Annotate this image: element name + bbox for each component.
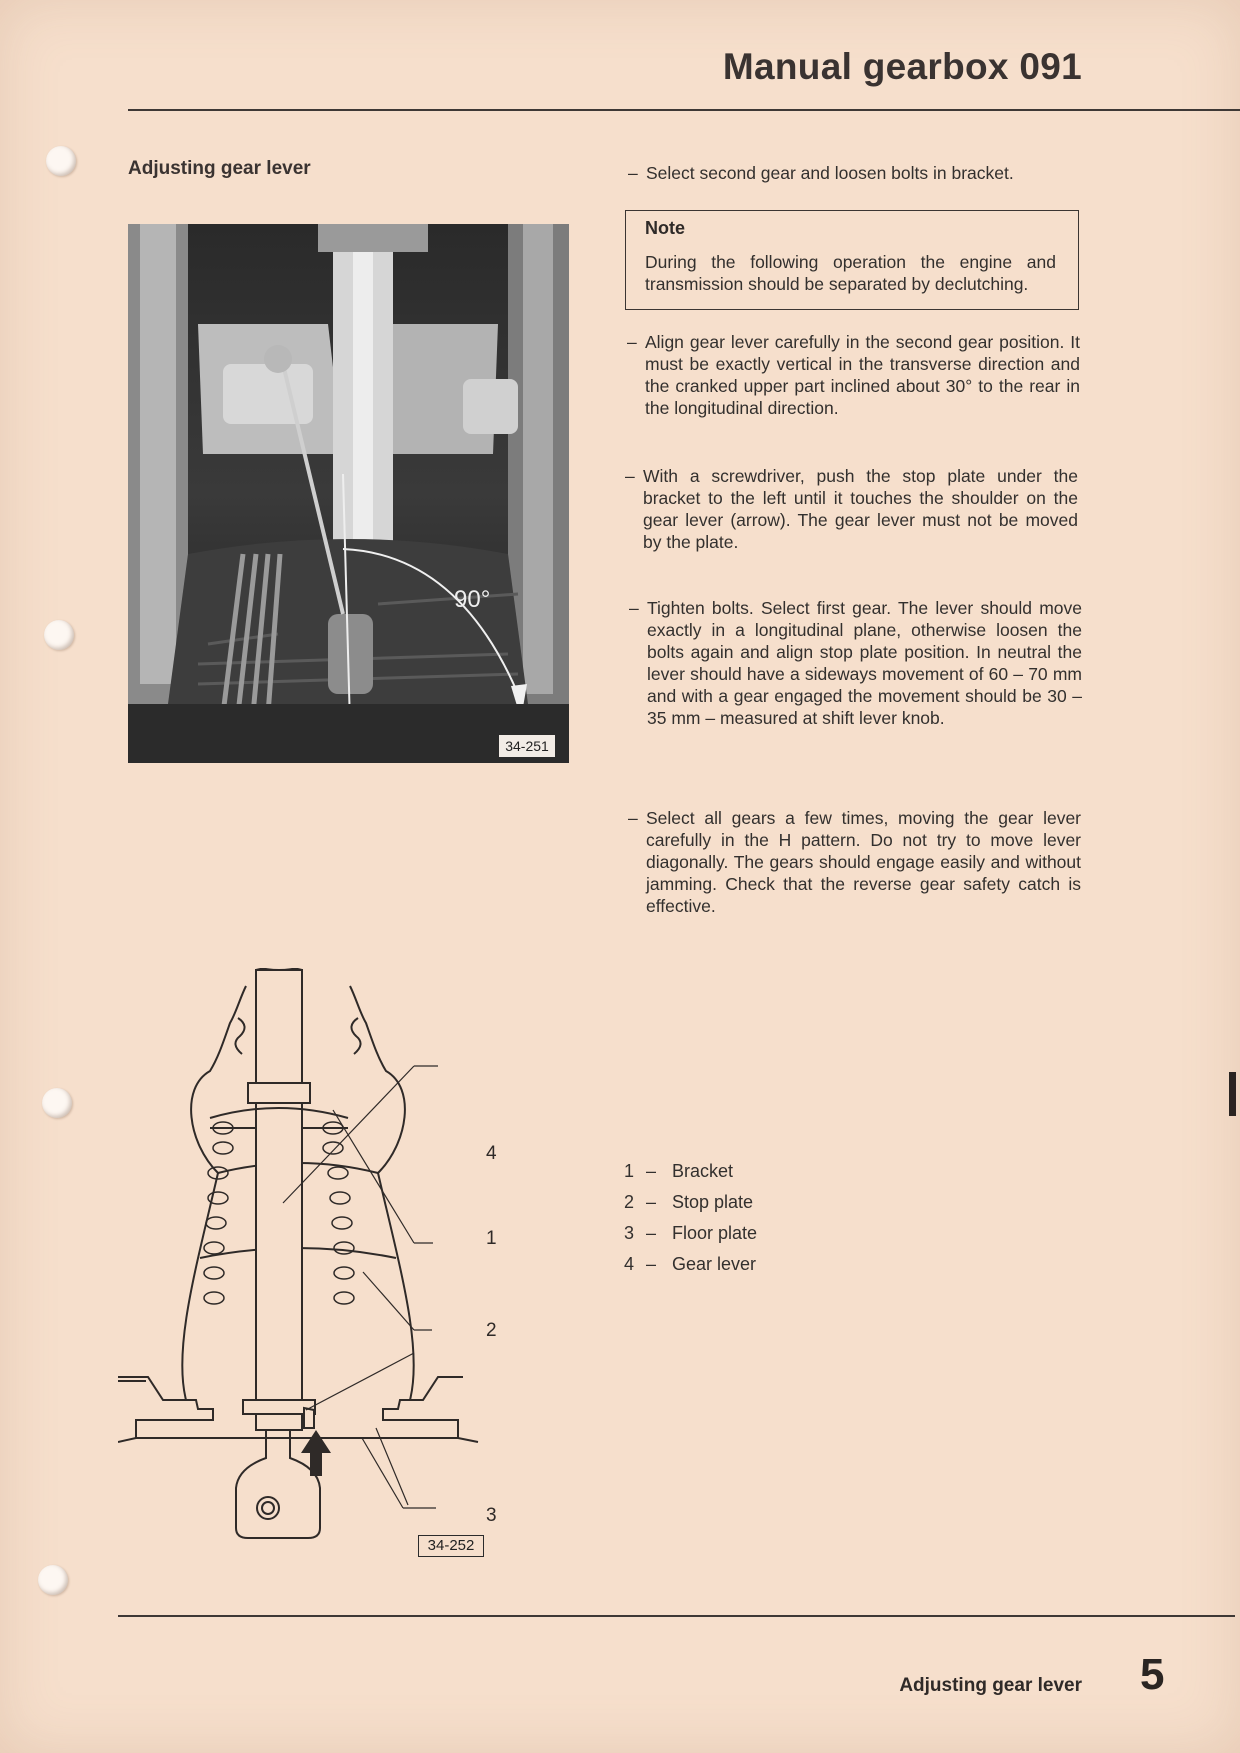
legend-label: Stop plate — [672, 1192, 754, 1212]
header-rule — [128, 109, 1240, 111]
callout-2: 2 — [486, 1320, 497, 1341]
drawing-reference-number: 34-252 — [418, 1535, 484, 1557]
legend-item — [624, 1223, 757, 1254]
note-text: During the following operation the engine and transmission should be separated by declutching. — [645, 252, 1056, 294]
step-4-text: Tighten bolts. Select first gear. The lever should move exactly in a longitudinal plane, otherwise loosen the bolts again and align stop plate position. In neutral the lever should have a sideways movement of 60 – 70 mm and with a gear engaged the movement should be 30 – 35 mm – measured at shift lever knob. — [647, 598, 1082, 728]
legend-dash: – — [646, 1192, 657, 1212]
punch-hole — [42, 1088, 72, 1118]
step-3-text: With a screwdriver, push the stop plate under the bracket to the left until it touches the shoulder on the gear lever (arrow). The gear lever must not be moved by the plate. — [643, 466, 1078, 552]
legend-number: 3 — [624, 1223, 635, 1243]
page-title: Manual gearbox 091 — [722, 46, 1082, 87]
photo-reference-number: 34-251 — [498, 734, 556, 758]
page-number: 5 — [1140, 1650, 1165, 1699]
legend-number: 2 — [624, 1192, 635, 1212]
legend-label: Floor plate — [672, 1223, 758, 1243]
punch-hole — [46, 146, 76, 176]
step-2-text: Align gear lever carefully in the second gear position. It must be exactly vertical in the transverse direction and the cranked upper part inclined about 30° to the rear in the longitudinal direction. — [645, 332, 1080, 418]
parts-legend — [624, 1161, 757, 1285]
step-1 — [628, 162, 1081, 184]
step-5-text: Select all gears a few times, moving the gear lever carefully in the H pattern. Do not try to move lever diagonally. The gears should engage easily and without jamming. Check that the reverse gear safety catch is effective. — [646, 808, 1081, 916]
section-heading: Adjusting gear lever — [128, 158, 311, 179]
step-5 — [628, 807, 1081, 917]
step-dash: – — [629, 598, 639, 618]
legend-dash: – — [646, 1254, 657, 1274]
punch-hole — [44, 620, 74, 650]
legend-dash: – — [646, 1223, 657, 1243]
step-dash: – — [628, 163, 638, 183]
step-dash: – — [625, 466, 635, 486]
legend-number: 4 — [624, 1254, 635, 1274]
legend-dash: – — [646, 1161, 657, 1181]
legend-number: 1 — [624, 1161, 635, 1181]
legend-label: Gear lever — [672, 1254, 757, 1274]
footer-rule — [118, 1615, 1235, 1617]
legend-label: Bracket — [672, 1161, 734, 1181]
punch-hole — [38, 1565, 68, 1595]
legend-item — [624, 1254, 757, 1285]
step-4 — [629, 597, 1082, 729]
callout-4: 4 — [486, 1143, 497, 1164]
step-dash: – — [627, 332, 637, 352]
legend-item — [624, 1161, 757, 1192]
step-dash: – — [628, 808, 638, 828]
legend-item — [624, 1192, 757, 1223]
margin-mark — [1229, 1072, 1236, 1116]
gear-lever-cross-section-drawing — [118, 968, 518, 1560]
step-1-text: Select second gear and loosen bolts in bracket. — [646, 163, 1014, 183]
angle-label: 90° — [454, 586, 491, 613]
step-3 — [625, 465, 1078, 553]
gear-lever-photo — [128, 224, 569, 763]
callout-1: 1 — [486, 1228, 497, 1249]
step-2 — [627, 331, 1080, 419]
callout-3: 3 — [486, 1505, 497, 1526]
footer-section-label: Adjusting gear lever — [899, 1675, 1082, 1696]
note-title: Note — [645, 218, 685, 238]
